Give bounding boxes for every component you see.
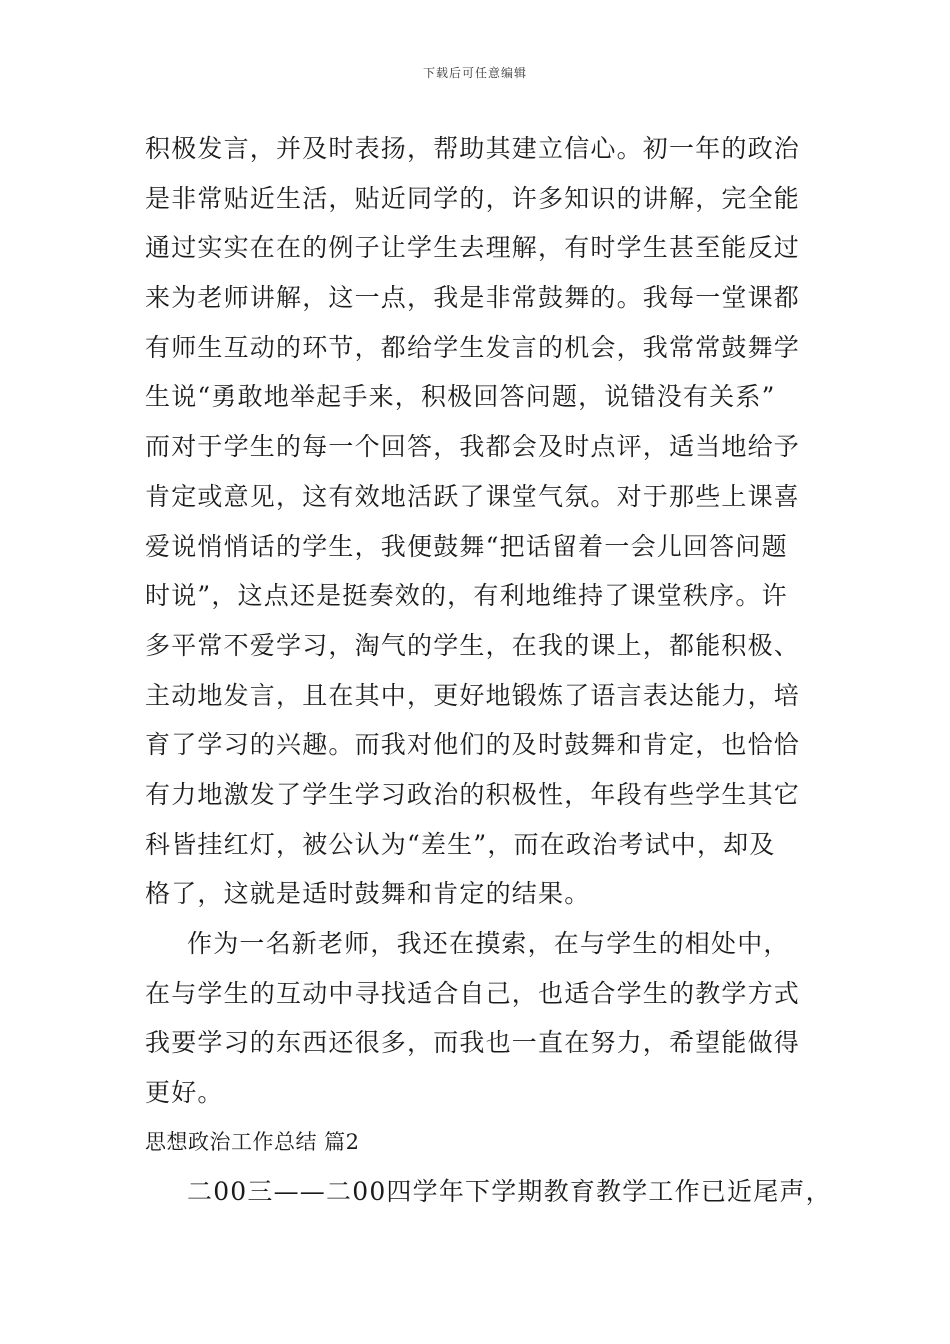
paragraph-line: 来为老师讲解，这一点，我是非常鼓舞的。我每一堂课都 [145,283,801,313]
paragraph-line: 作为一名新老师，我还在摸索，在与学生的相处中， [187,929,790,958]
paragraph-line: 有师生互动的环节，都给学生发言的机会，我常常鼓舞学 [145,332,801,362]
paragraph-line: 积极发言，并及时表扬，帮助其建立信心。初一年的政治 [145,134,801,163]
paragraph-line: 在与学生的互动中寻找适合自己，也适合学生的教学方式 [145,978,801,1008]
paragraph-line: 爱说悄悄话的学生，我便鼓舞“把话留着一会儿回答问题 [145,531,788,561]
section-heading: 思想政治工作总结 篇2 [145,1129,360,1154]
page-header: 下载后可任意编辑 [422,66,527,80]
document-body [145,124,832,1217]
paragraph-line: 科皆挂红灯，被公认为“差生”，而在政治考试中，却及 [145,829,776,859]
paragraph-line: 二00三——二00四学年下学期教育教学工作已近尾声， [187,1177,832,1207]
paragraph-line: 通过实实在在的例子让学生去理解，有时学生甚至能反过 [145,233,801,263]
paragraph-line: 是非常贴近生活，贴近同学的，许多知识的讲解，完全能 [145,183,801,213]
paragraph-line: 生说“勇敢地举起手来，积极回答问题，说错没有关系” [145,382,776,412]
paragraph-line: 我要学习的东西还很多，而我也一直在努力，希望能做得 [145,1028,801,1058]
paragraph-line: 更好。 [145,1078,224,1108]
paragraph-line: 有力地激发了学生学习政治的积极性，年段有些学生其它 [145,779,801,809]
paragraph-line: 而对于学生的每一个回答，我都会及时点评，适当地给予 [145,432,801,462]
paragraph-line: 育了学习的兴趣。而我对他们的及时鼓舞和肯定，也恰恰 [145,730,801,760]
paragraph-line: 时说”，这点还是挺奏效的，有利地维持了课堂秩序。许 [145,581,788,611]
paragraph-line: 格了，这就是适时鼓舞和肯定的结果。 [145,879,591,909]
paragraph-line: 肯定或意见，这有效地活跃了课堂气氛。对于那些上课喜 [145,481,801,511]
paragraph-line: 多平常不爱学习，淘气的学生，在我的课上，都能积极、 [145,630,801,660]
paragraph-line: 主动地发言，且在其中，更好地锻炼了语言表达能力，培 [145,680,801,710]
